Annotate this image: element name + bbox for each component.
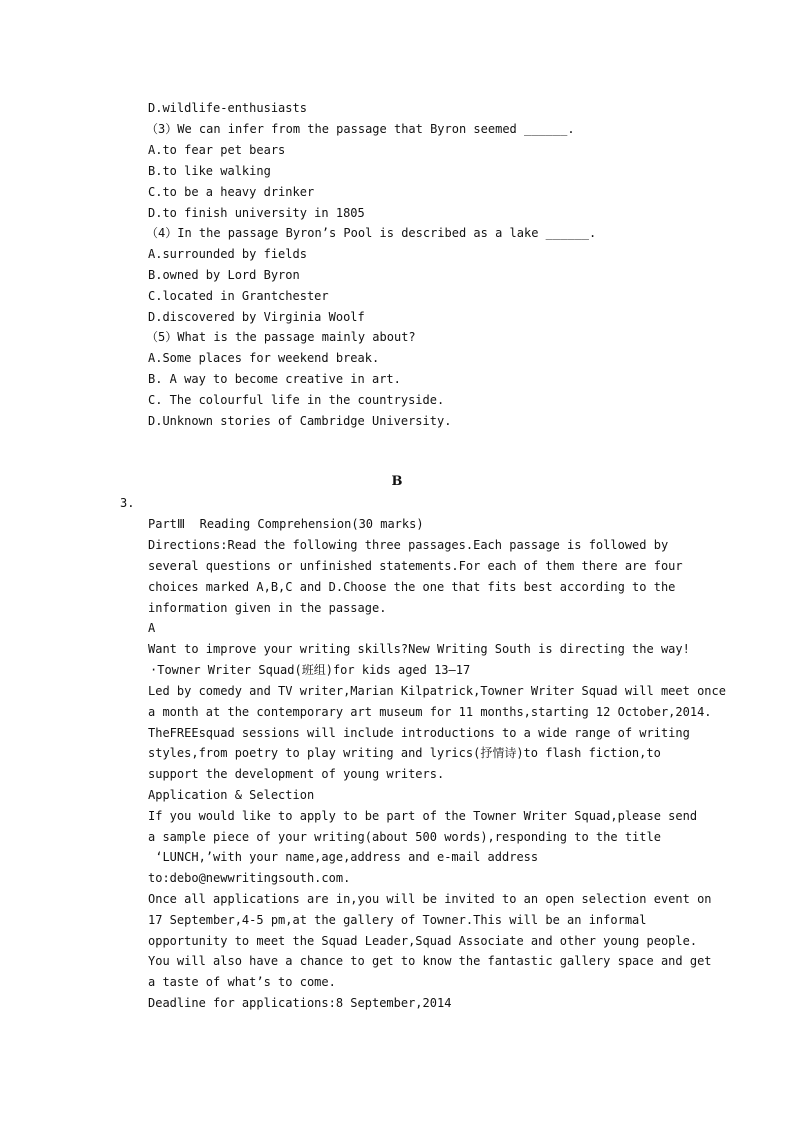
passage-line: TheFREEsquad sessions will include introductions to a wide range of writing — [148, 726, 690, 740]
passage-line: 17 September,4-5 pm,at the gallery of Towner.This will be an informal — [148, 913, 647, 927]
q5-option-b: B. A way to become creative in art. — [148, 372, 401, 386]
q5-option-c: C. The colourful life in the countryside. — [148, 393, 445, 407]
q4-option-d: D.discovered by Virginia Woolf — [148, 310, 365, 324]
q5-option-d: D.Unknown stories of Cambridge University. — [148, 414, 452, 428]
passage-line: If you would like to apply to be part of the Towner Writer Squad,please send — [148, 809, 698, 823]
passage-line: styles,from poetry to play writing and lyrics(抒情诗)to flash fiction,to — [148, 746, 661, 760]
passage-line: Want to improve your writing skills?New Writing South is directing the way! — [148, 642, 690, 656]
passage-line: support the development of young writers. — [148, 767, 445, 781]
question-4: （4）In the passage Byron’s Pool is described as a lake ______. — [146, 226, 597, 240]
passage-line: choices marked A,B,C and D.Choose the one that fits best according to the — [148, 580, 676, 594]
q3-option-d: D.to finish university in 1805 — [148, 206, 365, 220]
q3-option-b: B.to like walking — [148, 164, 271, 178]
passage-line: ‘LUNCH,’with your name,age,address and e-mail address — [148, 850, 539, 864]
passage-line: to:debo@newwritingsouth.com. — [148, 871, 351, 885]
passage-line: Application & Selection — [148, 788, 315, 802]
passage-line: several questions or unfinished statements.For each of them there are four — [148, 559, 683, 573]
section-heading: B — [391, 474, 403, 489]
q5-option-a: A.Some places for weekend break. — [148, 351, 380, 365]
passage-line: Once all applications are in,you will be invited to an open selection event on — [148, 892, 712, 906]
q3-option-c: C.to be a heavy drinker — [148, 185, 315, 199]
passage-line: Led by comedy and TV writer,Marian Kilpatrick,Towner Writer Squad will meet once — [148, 684, 726, 698]
passage-line: a month at the contemporary art museum for 11 months,starting 12 October,2014. — [148, 705, 712, 719]
passage-line: A — [148, 621, 156, 635]
question-5: （5）What is the passage mainly about? — [146, 330, 416, 344]
q4-option-b: B.owned by Lord Byron — [148, 268, 300, 282]
passage-line: a sample piece of your writing(about 500 words),responding to the title — [148, 830, 661, 844]
question-number: 3. — [120, 496, 135, 510]
passage-line: Deadline for applications:8 September,2014 — [148, 996, 452, 1010]
question-3: （3）We can infer from the passage that Byron seemed ______. — [146, 122, 575, 136]
passage-line: PartⅢ Reading Comprehension(30 marks) — [148, 517, 424, 531]
q3-option-a: A.to fear pet bears — [148, 143, 286, 157]
passage-line: ·Towner Writer Squad(班组)for kids aged 13—17 — [150, 663, 471, 677]
option-d-wildlife: D.wildlife-enthusiasts — [148, 101, 307, 115]
passage-line: information given in the passage. — [148, 601, 387, 615]
passage-line: You will also have a chance to get to know the fantastic gallery space and get — [148, 954, 712, 968]
q4-option-c: C.located in Grantchester — [148, 289, 329, 303]
passage-line: Directions:Read the following three passages.Each passage is followed by — [148, 538, 669, 552]
q4-option-a: A.surrounded by fields — [148, 247, 307, 261]
passage-line: a taste of what’s to come. — [148, 975, 336, 989]
passage-line: opportunity to meet the Squad Leader,Squad Associate and other young people. — [148, 934, 698, 948]
